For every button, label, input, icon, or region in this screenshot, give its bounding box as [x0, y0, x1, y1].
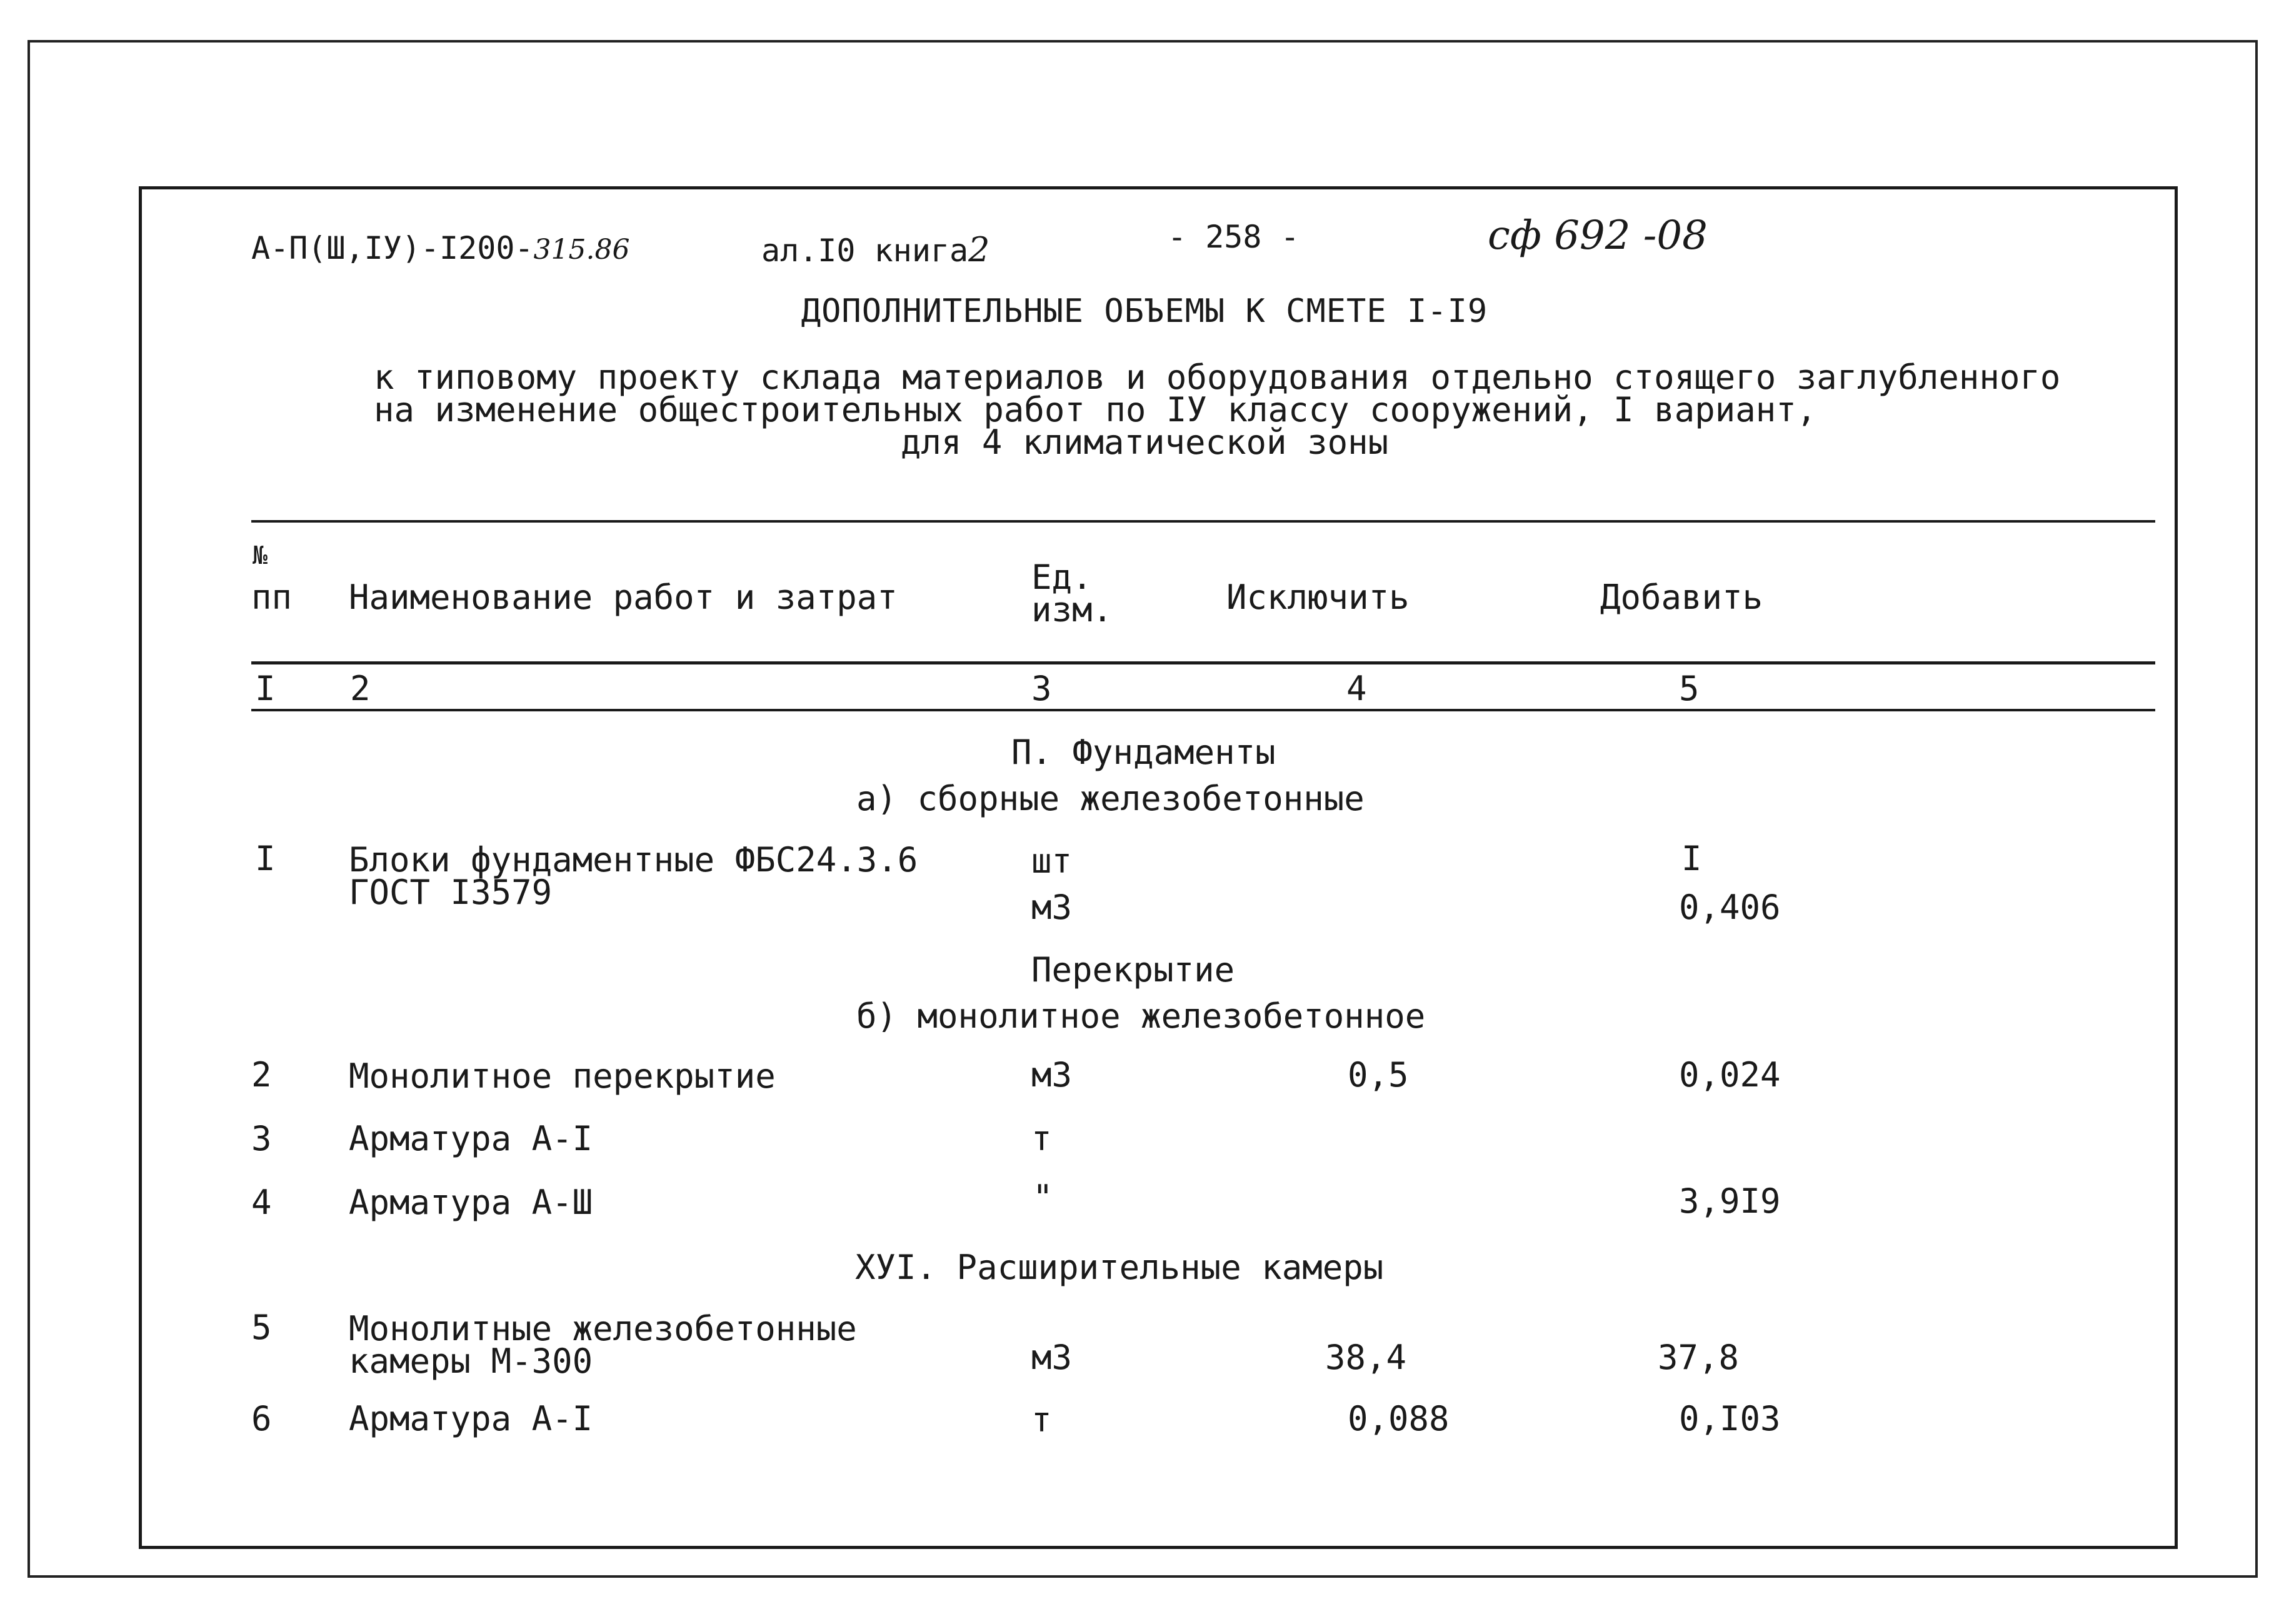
row-add: I: [1681, 839, 1702, 878]
row-add: 3,9I9: [1679, 1181, 1781, 1221]
row-unit: т: [1031, 1400, 1052, 1440]
project-code-typed: А-П(Ш,IУ)-I200-: [251, 230, 534, 266]
row-exclude: 0,5: [1348, 1055, 1409, 1095]
subtitle-line-2: на изменение общестроительных работ по IУ классу сооружений, I вариант,: [374, 390, 1817, 429]
section-chambers-title: ХУI. Расширительные камеры: [855, 1248, 1384, 1287]
album-label: ал.I0 книга: [761, 233, 969, 269]
header-name: Наименование работ и затрат: [349, 578, 898, 617]
row-num: 4: [251, 1183, 272, 1222]
album-reference: [761, 230, 990, 269]
row-add: 0,024: [1679, 1055, 1781, 1095]
row-unit: м3: [1031, 1055, 1073, 1095]
row-num: 2: [251, 1055, 272, 1095]
row-name-line-1: Монолитные железобетонные: [349, 1309, 857, 1348]
header-add: Добавить: [1600, 578, 1763, 617]
row-exclude: 38,4: [1325, 1338, 1407, 1377]
header-num-symbol: №: [253, 541, 268, 570]
row-unit-secondary: м3: [1031, 888, 1073, 927]
column-numbers-rule: [251, 709, 2155, 711]
document-title: ДОПОЛНИТЕЛЬНЫЕ ОБЪЕМЫ К СМЕТЕ I-I9: [801, 293, 1488, 330]
row-name: [349, 1309, 857, 1381]
project-code-handwritten: 315.86: [533, 234, 630, 266]
cipher-handwritten: сф 692 -08: [1488, 213, 1708, 259]
column-number-2: 2: [350, 669, 371, 708]
row-num: 6: [251, 1399, 272, 1438]
header-unit: [1031, 558, 1113, 629]
section-foundations-title: П. Фундаменты: [1011, 733, 1276, 772]
row-num: 5: [251, 1308, 272, 1347]
row-add: 37,8: [1658, 1338, 1740, 1377]
row-unit: шт: [1031, 841, 1073, 881]
column-number-1: I: [255, 669, 276, 708]
section-foundations-subtitle: а) сборные железобетонные: [856, 779, 1365, 818]
page-number: - 258 -: [1168, 219, 1300, 255]
header-exclude: Исключить: [1226, 578, 1410, 617]
column-number-3: 3: [1031, 669, 1052, 708]
row-name: [349, 840, 918, 912]
row-num: I: [255, 839, 276, 878]
header-num: пп: [251, 578, 293, 617]
column-number-5: 5: [1679, 669, 1700, 708]
row-exclude: 0,088: [1348, 1399, 1450, 1438]
row-name: Арматура А-I: [349, 1119, 593, 1158]
row-unit: т: [1031, 1119, 1052, 1158]
row-num: 3: [251, 1119, 272, 1158]
header-unit-line-1: Ед.: [1031, 558, 1093, 597]
row-name-line-2: ГОСТ I3579: [349, 873, 553, 912]
row-name: Арматура А-I: [349, 1399, 593, 1438]
row-name: Арматура А-Ш: [349, 1183, 593, 1222]
section-slab-title: Перекрытие: [1031, 950, 1235, 990]
row-unit: м3: [1031, 1338, 1073, 1377]
project-code: [251, 230, 630, 266]
row-name-line-1: Блоки фундаментные ФБС24.3.6: [349, 840, 918, 880]
section-slab-subtitle: б) монолитное железобетонное: [856, 996, 1426, 1036]
row-add: 0,I03: [1679, 1399, 1781, 1438]
row-name: Монолитное перекрытие: [349, 1056, 776, 1096]
album-book-handwritten: 2: [968, 230, 990, 269]
row-name-line-2: камеры М-300: [349, 1341, 593, 1381]
column-number-4: 4: [1346, 669, 1367, 708]
row-unit: ": [1033, 1178, 1053, 1217]
subtitle-line-3: для 4 климатической зоны: [900, 423, 1389, 462]
header-bottom-rule: [251, 661, 2155, 664]
subtitle-line-1: к типовому проекту склада материалов и оборудования отдельно стоящего заглубленного: [374, 358, 2061, 397]
table-top-rule: [251, 520, 2155, 523]
row-add-secondary: 0,406: [1679, 888, 1781, 927]
header-unit-line-2: изм.: [1031, 590, 1113, 629]
